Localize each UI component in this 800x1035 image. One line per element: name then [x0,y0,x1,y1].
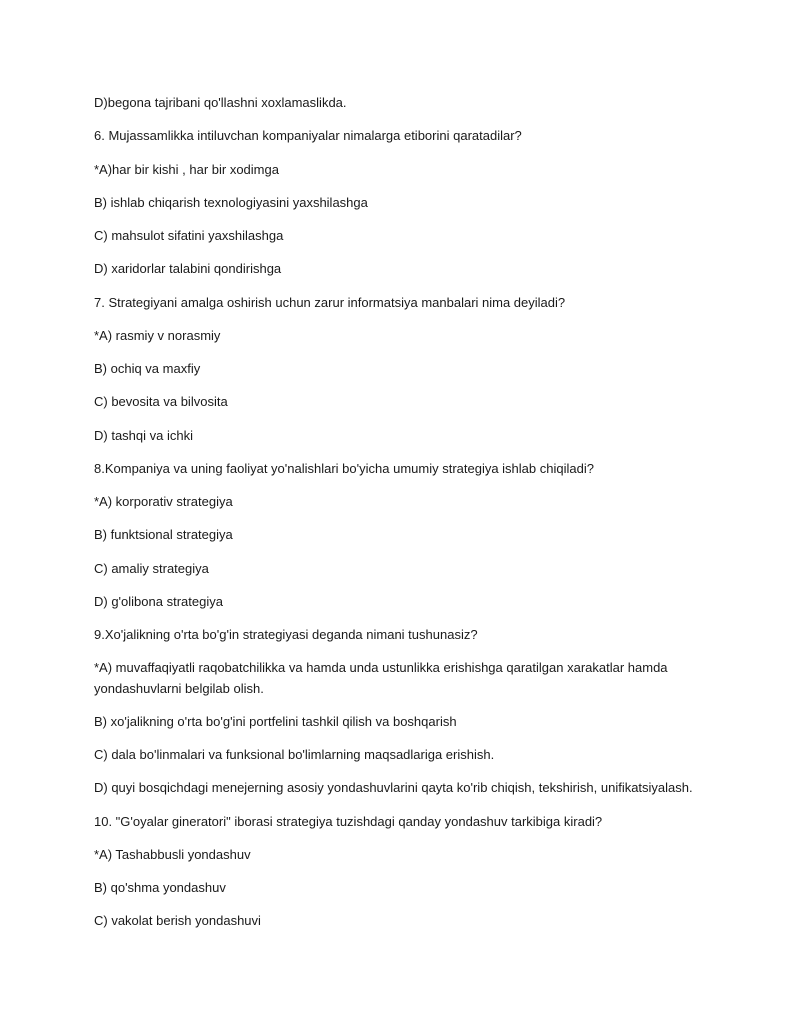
answer-option-c: C) mahsulot sifatini yaxshilashga [94,228,284,243]
answer-option-c: C) dala bo'linmalari va funksional bo'limlarning maqsadlariga erishish. [94,747,495,762]
question-10: 10. "G'oyalar gineratori" iborasi strategiya tuzishdagi qanday yondashuv tarkibiga kiradi? [94,814,603,829]
answer-option-d: D) g'olibona strategiya [94,594,223,609]
answer-option-b: B) xo'jalikning o'rta bo'g'ini portfelini tashkil qilish va boshqarish [94,714,457,729]
answer-option-c: C) vakolat berish yondashuvi [94,913,261,928]
answer-option-d: D) xaridorlar talabini qondirishga [94,261,282,276]
answer-option-d: D) quyi bosqichdagi menejerning asosiy yondashuvlarini qayta ko'rib chiqish, tekshirish, unifikatsiyalash. [94,780,693,795]
answer-option-b: B) ochiq va maxfiy [94,361,201,376]
question-8: 8.Kompaniya va uning faoliyat yo'nalishlari bo'yicha umumiy strategiya ishlab chiqiladi? [94,461,594,476]
answer-option-a: *A) korporativ strategiya [94,494,233,509]
answer-option-a: *A) rasmiy v norasmiy [94,328,221,343]
answer-option-b: B) qo'shma yondashuv [94,880,226,895]
answer-option-d: D) tashqi va ichki [94,428,193,443]
question-7: 7. Strategiyani amalga oshirish uchun zarur informatsiya manbalari nima deyiladi? [94,295,566,310]
answer-option-d: D)begona tajribani qo'llashni xoxlamaslikda. [94,95,347,110]
answer-option-c: C) amaliy strategiya [94,561,209,576]
question-6: 6. Mujassamlikka intiluvchan kompaniyalar nimalarga etiborini qaratadilar? [94,128,522,143]
answer-option-a: *A) muvaffaqiyatli raqobatchilikka va hamda unda ustunlikka erishishga qaratilgan xarakatlar hamda yondashuvlarni belgilab olish. [94,660,668,696]
answer-option-a: *A)har bir kishi , har bir xodimga [94,162,279,177]
question-9: 9.Xo'jalikning o'rta bo'g'in strategiyasi deganda nimani tushunasiz? [94,627,478,642]
answer-option-a: *A) Tashabbusli yondashuv [94,847,251,862]
answer-option-c: C) bevosita va bilvosita [94,394,228,409]
answer-option-b: B) funktsional strategiya [94,527,233,542]
answer-option-b: B) ishlab chiqarish texnologiyasini yaxshilashga [94,195,368,210]
